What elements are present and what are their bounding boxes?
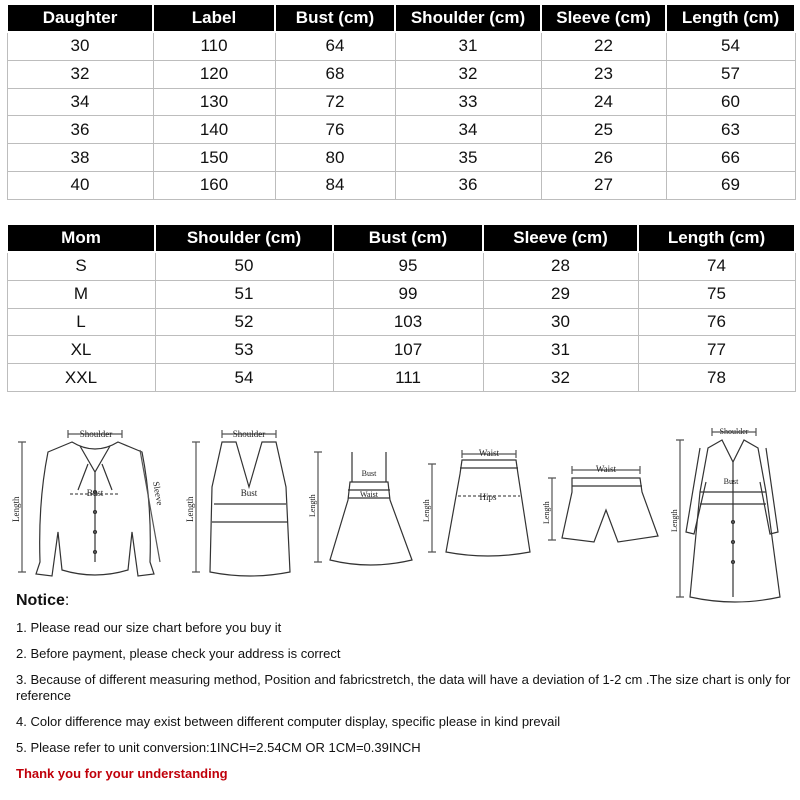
table-cell: 140 (153, 116, 275, 144)
table-cell: 32 (7, 60, 153, 88)
table-cell: 111 (333, 364, 483, 392)
table-cell: L (7, 308, 155, 336)
table-row (7, 32, 795, 60)
table-cell: 29 (483, 280, 638, 308)
bust-label: Bust (240, 488, 258, 498)
table-cell: 26 (541, 144, 666, 172)
table-cell: 84 (275, 171, 395, 199)
bust-label: Bust (723, 477, 739, 486)
column-header: Shoulder (cm) (395, 5, 541, 32)
table-cell: 35 (395, 144, 541, 172)
table-cell: 110 (153, 32, 275, 60)
table-cell: 36 (395, 171, 541, 199)
blouse-sketch (11, 429, 165, 576)
camisole-sketch (185, 429, 290, 576)
notice-item: 2. Before payment, please check your address is correct (16, 646, 341, 661)
table-cell: 23 (541, 60, 666, 88)
length-label: Length (185, 496, 195, 522)
column-header: Label (153, 5, 275, 32)
table-cell: 25 (541, 116, 666, 144)
table-cell: 72 (275, 88, 395, 116)
table-cell: 51 (155, 280, 333, 308)
table-cell: 28 (483, 252, 638, 280)
table-cell: 103 (333, 308, 483, 336)
notice-title-colon: : (64, 592, 70, 609)
skirt-sketch (422, 448, 530, 556)
table-cell: 68 (275, 60, 395, 88)
notice-item: 1. Please read our size chart before you buy it (16, 620, 282, 635)
dress-sketch (308, 452, 412, 565)
table-cell: 95 (333, 252, 483, 280)
table-cell: 160 (153, 171, 275, 199)
table-row (7, 280, 795, 308)
table-cell: 40 (7, 171, 153, 199)
column-header: Bust (cm) (333, 225, 483, 252)
table-cell: 31 (483, 336, 638, 364)
column-header: Sleeve (cm) (541, 5, 666, 32)
hips-label: Hips (479, 492, 497, 502)
table-cell: 74 (638, 252, 795, 280)
table-cell: 33 (395, 88, 541, 116)
table-cell: S (7, 252, 155, 280)
waist-label: Waist (595, 464, 617, 474)
notice-item: 5. Please refer to unit conversion:1INCH=2.54CM OR 1CM=0.39INCH (16, 740, 421, 755)
measurement-sketches (0, 412, 800, 607)
table-cell: 30 (7, 32, 153, 60)
column-header: Sleeve (cm) (483, 225, 638, 252)
table-cell: 34 (7, 88, 153, 116)
table-cell: 75 (638, 280, 795, 308)
length-label: Length (422, 499, 431, 522)
thanks-message: Thank you for your understanding (16, 766, 228, 781)
table-cell: 77 (638, 336, 795, 364)
table-cell: 57 (666, 60, 795, 88)
table-cell: 24 (541, 88, 666, 116)
column-header: Daughter (7, 5, 153, 32)
column-header: Mom (7, 225, 155, 252)
table-cell: 32 (483, 364, 638, 392)
length-label: Length (670, 509, 679, 532)
table-cell: 38 (7, 144, 153, 172)
table-row (7, 308, 795, 336)
bust-label: Bust (86, 488, 104, 498)
table-row (7, 336, 795, 364)
table-header-row (7, 5, 795, 32)
table-cell: 52 (155, 308, 333, 336)
table-row (7, 252, 795, 280)
table-row (7, 116, 795, 144)
table-cell: 60 (666, 88, 795, 116)
table-header-row (7, 225, 795, 252)
table-cell: XL (7, 336, 155, 364)
table-row (7, 88, 795, 116)
table-cell: 80 (275, 144, 395, 172)
table-cell: 120 (153, 60, 275, 88)
length-label: Length (542, 501, 551, 524)
notice-title-text: Notice (16, 592, 65, 609)
table-cell: 107 (333, 336, 483, 364)
table-cell: 64 (275, 32, 395, 60)
coat-sketch (670, 427, 780, 602)
shoulder-label: Shoulder (79, 429, 113, 439)
table-cell: M (7, 280, 155, 308)
table-cell: 69 (666, 171, 795, 199)
table-cell: 76 (638, 308, 795, 336)
bust-label: Bust (361, 469, 377, 478)
column-header: Bust (cm) (275, 5, 395, 32)
waist-label: Waist (478, 448, 500, 458)
table-cell: 31 (395, 32, 541, 60)
table-cell: 54 (666, 32, 795, 60)
table-cell: 36 (7, 116, 153, 144)
table-row (7, 60, 795, 88)
length-label: Length (11, 496, 21, 522)
table-cell: 54 (155, 364, 333, 392)
table-row (7, 364, 795, 392)
table-cell: 27 (541, 171, 666, 199)
shoulder-label: Shoulder (719, 427, 749, 436)
shorts-sketch (542, 464, 658, 542)
mom-size-table (6, 225, 796, 392)
column-header: Length (cm) (638, 225, 795, 252)
table-cell: 63 (666, 116, 795, 144)
table-cell: 76 (275, 116, 395, 144)
shoulder-label: Shoulder (232, 429, 266, 439)
table-cell: 22 (541, 32, 666, 60)
table-cell: 130 (153, 88, 275, 116)
table-cell: 34 (395, 116, 541, 144)
waist-label: Waist (359, 490, 379, 499)
daughter-size-table (6, 5, 796, 200)
table-cell: 32 (395, 60, 541, 88)
table-row (7, 144, 795, 172)
table-cell: 99 (333, 280, 483, 308)
table-cell: 78 (638, 364, 795, 392)
sleeve-label: Sleeve (151, 480, 166, 506)
column-header: Shoulder (cm) (155, 225, 333, 252)
column-header: Length (cm) (666, 5, 795, 32)
table-cell: 30 (483, 308, 638, 336)
table-cell: 150 (153, 144, 275, 172)
notice-section (16, 592, 796, 792)
table-row (7, 171, 795, 199)
table-cell: 53 (155, 336, 333, 364)
table-cell: 66 (666, 144, 795, 172)
length-label: Length (308, 494, 317, 517)
table-cell: XXL (7, 364, 155, 392)
notice-title (16, 592, 796, 610)
notice-item: 4. Color difference may exist between different computer display, specific please in kind prevail (16, 714, 561, 729)
table-cell: 50 (155, 252, 333, 280)
notice-item: 3. Because of different measuring method, Position and fabricstretch, the data will have a deviation of 1-2 cm .The size chart is only for reference (16, 672, 791, 703)
